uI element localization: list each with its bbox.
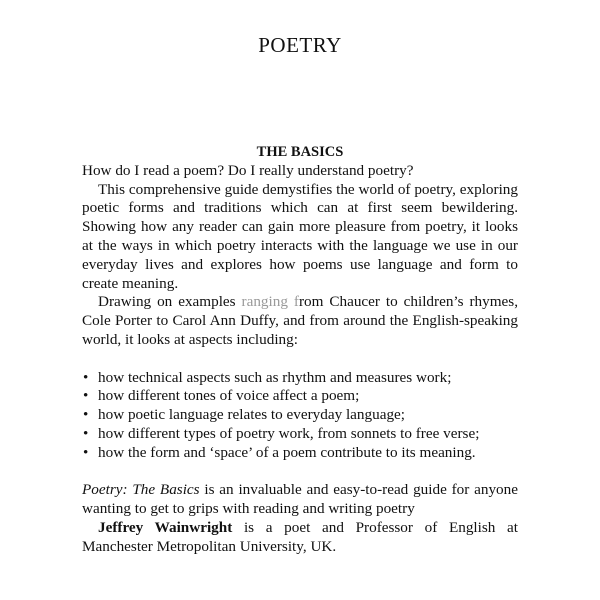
author-paragraph — [82, 519, 518, 557]
examples-text-faded: ranging f — [241, 293, 299, 311]
list-item — [82, 444, 518, 463]
aspects-list — [82, 369, 518, 463]
spacer — [82, 463, 518, 482]
list-item — [82, 369, 518, 388]
closing-text: is an invaluable and easy-to-read guide for anyone wanting to get to grips with reading and writing poetry — [82, 481, 518, 518]
description-paragraph: This comprehensive guide demystifies the world of poetry, exploring poetic forms and traditions which can at first seem bewildering. Showing how any reader can gain more pleasure from poetry, it looks at the ways in which poetry interacts with the language we use in our everyday lives and explores how poems use language and form to create meaning. — [82, 180, 518, 292]
bullet-icon: • — [83, 387, 89, 405]
list-item-text: how the form and ‘space’ of a poem contribute to its meaning. — [98, 443, 476, 461]
examples-paragraph — [82, 293, 518, 349]
examples-text-rest: rom Chaucer to children’s rhymes, Cole Porter to Carol Ann Duffy, and from around the English-speaking world, it looks at aspects including: — [82, 293, 518, 348]
bullet-icon: • — [83, 368, 89, 386]
list-item-text: how different types of poetry work, from sonnets to free verse; — [98, 424, 480, 442]
list-item — [82, 406, 518, 425]
closing-paragraph — [82, 481, 518, 519]
book-title: POETRY — [258, 33, 342, 57]
blurb-body — [82, 143, 518, 557]
author-bio: is a poet and Professor of English at Manchester Metropolitan University, UK. — [82, 518, 518, 555]
opening-question: How do I read a poem? Do I really understand poetry? — [82, 161, 414, 179]
list-item — [82, 387, 518, 406]
list-item-text: how different tones of voice affect a poem; — [98, 387, 360, 405]
bullet-icon: • — [83, 406, 89, 424]
bullet-icon: • — [83, 443, 89, 461]
list-item — [82, 425, 518, 444]
closing-book-title: Poetry: The Basics — [82, 481, 200, 499]
examples-text-start: Drawing on examples — [98, 293, 242, 311]
bullet-icon: • — [83, 424, 89, 442]
list-item-text: how poetic language relates to everyday language; — [98, 406, 405, 424]
author-name: Jeffrey Wainwright — [98, 518, 233, 536]
list-item-text: how technical aspects such as rhythm and measures work; — [98, 368, 452, 386]
book-subtitle: THE BASICS — [256, 144, 344, 160]
spacer — [82, 350, 518, 369]
